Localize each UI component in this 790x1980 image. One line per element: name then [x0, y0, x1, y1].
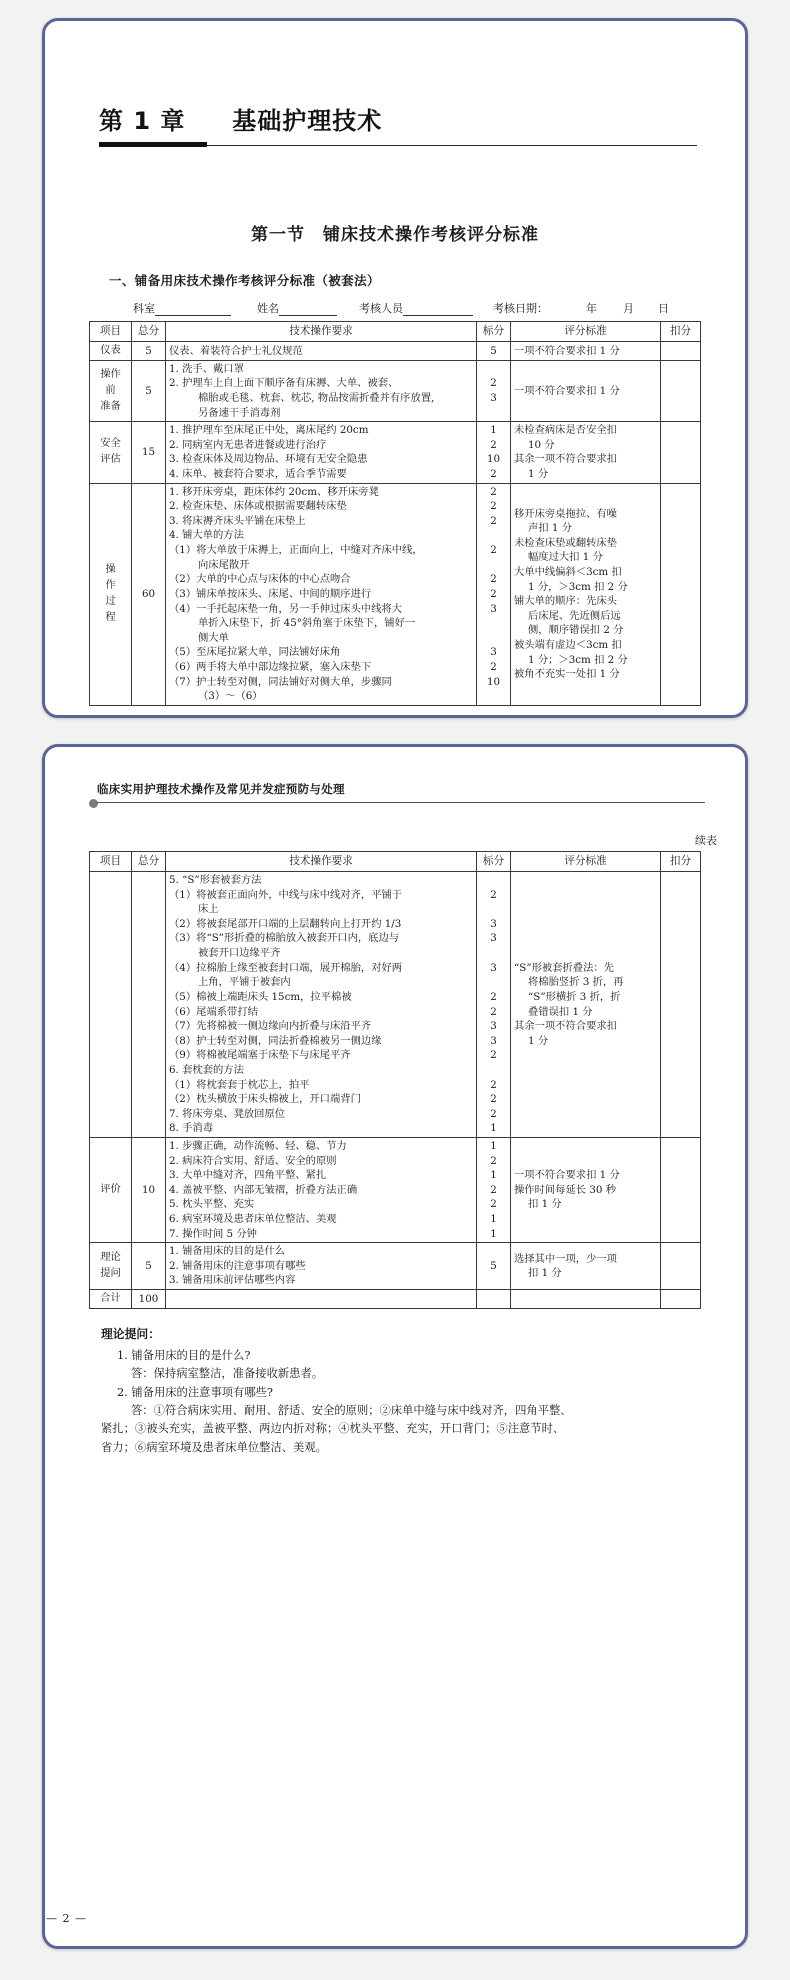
- department-label: 科室: [133, 301, 155, 315]
- date-day-label: 日: [658, 301, 669, 315]
- qa-answer-line: 省力；⑥病室环境及患者床单位整洁、美观。: [101, 1440, 327, 1454]
- table-header-row: [90, 852, 701, 872]
- text-line: 4. 铺大单的方法: [169, 529, 244, 542]
- cell-deduction[interactable]: [661, 483, 701, 705]
- score-table-body-2: [90, 872, 701, 1309]
- text-line: 2: [490, 377, 497, 390]
- text-line: 3: [490, 392, 497, 404]
- document-page-2: [42, 744, 748, 1949]
- text-line: [480, 946, 507, 961]
- cell-item: 安全 评估: [90, 422, 132, 483]
- th-crit: 评分标准: [511, 321, 661, 341]
- cell-total-label: 合计: [90, 1290, 132, 1309]
- text-line: 2: [490, 1107, 497, 1120]
- text-line: 1. 推护理车至床尾正中处，离床尾约 20cm: [169, 424, 369, 437]
- text-line: 后床尾、先近侧后远: [528, 609, 621, 622]
- text-line: [480, 528, 507, 543]
- text-line: [480, 902, 507, 917]
- text-line: 5: [490, 344, 497, 357]
- text-line: 幅度过大扣 1 分: [528, 551, 603, 564]
- cell-points: [477, 872, 511, 1138]
- text-line: 2: [490, 573, 497, 586]
- th-score: 标分: [477, 321, 511, 341]
- cell-points: [477, 483, 511, 705]
- cell-total-score: 15: [132, 422, 166, 483]
- text-line: （4）拉棉胎上缘至被套封口端，展开棉胎，对好两: [169, 961, 403, 974]
- text-line: 铺大单的顺序：先床头: [514, 595, 617, 608]
- text-line: 仪表、着装符合护士礼仪规范: [169, 344, 303, 357]
- text-line: （3）将“S”形折叠的棉胎放入被套开口内，底边与: [169, 932, 400, 945]
- text-line: 3: [490, 646, 497, 659]
- cell-deduction[interactable]: [661, 360, 701, 421]
- cell-criteria: [511, 341, 661, 360]
- text-line: 6. 套枕套的方法: [169, 1063, 244, 1076]
- date-label: 考核日期：: [493, 301, 548, 315]
- cell-points: [477, 1290, 511, 1309]
- text-line: （6）两手将大单中部边缘拉紧，塞入床垫下: [169, 660, 372, 673]
- text-line: 未检查病床是否安全扣: [514, 424, 617, 437]
- text-line: 8. 手消毒: [169, 1122, 213, 1135]
- text-line: 被头端有虚边＜3cm 扣: [514, 639, 622, 652]
- cell-criteria: [511, 1290, 661, 1309]
- page-folio-2: — 2 —: [46, 1912, 87, 1925]
- text-line: 床上: [198, 903, 219, 916]
- text-line: 未检查床垫或翻转床垫: [514, 536, 617, 549]
- text-line: 将棉胎竖折 3 折，再: [528, 976, 624, 989]
- continued-table-label: 续表: [695, 834, 717, 847]
- text-line: 其余一项不符合要求扣: [514, 1020, 617, 1033]
- cell-deduction[interactable]: [661, 1290, 701, 1309]
- table-row: [90, 1138, 701, 1243]
- text-line: （1）将被套正面向外，中线与床中线对齐，平铺于: [169, 888, 403, 901]
- text-line: [480, 1063, 507, 1078]
- text-line: [480, 873, 507, 888]
- text-line: （1）将枕套套于枕芯上，拍平: [169, 1078, 310, 1091]
- text-line: 7. 操作时间 5 分钟: [169, 1227, 257, 1240]
- text-line: （1）将大单放于床褥上，正面向上，中缝对齐床中线，: [169, 544, 423, 557]
- text-line: 3: [490, 1020, 497, 1033]
- text-line: 叠错误扣 1 分: [528, 1005, 593, 1018]
- text-line: 3: [490, 917, 497, 930]
- text-line: 向床尾散开: [198, 558, 250, 571]
- exam-form-line: [45, 300, 745, 316]
- text-line: [480, 975, 507, 990]
- text-line: “S”形横折 3 折，折: [528, 990, 621, 1003]
- text-line: 5: [490, 1259, 497, 1272]
- document-page-1: [42, 18, 748, 718]
- text-line: 其余一项不符合要求扣: [514, 453, 617, 466]
- text-line: 2: [490, 990, 497, 1003]
- cell-total-score: 10: [132, 1138, 166, 1243]
- text-line: [480, 558, 507, 573]
- text-line: 3: [490, 932, 497, 945]
- text-line: 10: [486, 675, 501, 688]
- cell-points: [477, 1138, 511, 1243]
- table-row: [90, 360, 701, 421]
- text-line: （5）棉被上端距床头 15cm，拉平棉被: [169, 990, 352, 1003]
- date-month-label: 月: [623, 301, 634, 315]
- text-line: 1 分: [528, 1034, 549, 1047]
- date-year-label: 年: [586, 301, 597, 315]
- cell-points: [477, 422, 511, 483]
- cell-total-score: 5: [132, 341, 166, 360]
- text-line: （4）一手托起床垫一角，另一手伸过床头中线将大: [169, 602, 403, 615]
- text-line: 2: [490, 485, 497, 498]
- text-line: 1: [490, 1227, 497, 1240]
- text-line: 侧大单: [198, 631, 229, 644]
- text-line: （7）护士转至对侧，同法铺好对侧大单，步骤同: [169, 675, 392, 688]
- qa-list: [101, 1347, 701, 1457]
- text-line: 2: [490, 1078, 497, 1091]
- table-row: [90, 872, 701, 1138]
- text-line: 1 分；＞3cm 扣 2 分: [528, 653, 628, 666]
- text-line: 2: [490, 1093, 497, 1106]
- bullet-dot-icon: [89, 799, 98, 808]
- chapter-name: 基础护理技术: [232, 107, 383, 135]
- table-row: [90, 422, 701, 483]
- text-line: （3）～（6）: [198, 690, 263, 703]
- text-line: 2. 同病室内无患者进餐或进行治疗: [169, 438, 327, 451]
- text-line: 3: [490, 961, 497, 974]
- cell-criteria: [511, 1138, 661, 1243]
- text-line: 2: [490, 544, 497, 557]
- qa-question: 1. 铺备用床的目的是什么?: [117, 1349, 251, 1363]
- th-deduct: 扣分: [661, 321, 701, 341]
- text-line: 2: [490, 888, 497, 901]
- cell-item: 评价: [90, 1138, 132, 1243]
- score-table-body-1: [90, 341, 701, 705]
- text-line: 1 分，＞3cm 扣 2 分: [528, 580, 628, 593]
- text-line: 1 分: [528, 468, 549, 481]
- date-field[interactable]: [493, 300, 548, 316]
- text-line: [480, 616, 507, 631]
- department-field[interactable]: [133, 300, 231, 316]
- subsection-title: 一、铺备用床技术操作考核评分标准（被套法）: [109, 272, 380, 288]
- cell-requirements: [166, 1138, 477, 1243]
- text-line: 1. 移开床旁桌，距床体约 20cm、移开床旁凳: [169, 485, 379, 498]
- text-line: 被角不充实一处扣 1 分: [514, 668, 620, 681]
- text-line: 2. 检查床垫、床体或根据需要翻转床垫: [169, 500, 347, 513]
- cell-total-score: [132, 872, 166, 1138]
- th-item: 项目: [90, 852, 132, 872]
- qa-answer-line: 答：保持病室整洁，准备接收新患者。: [131, 1367, 324, 1381]
- cell-deduction[interactable]: [661, 422, 701, 483]
- text-line: 2: [490, 1154, 497, 1167]
- text-line: 10 分: [528, 438, 555, 451]
- text-line: 1: [490, 1169, 497, 1182]
- text-line: 被套开口边缘平齐: [198, 947, 281, 960]
- text-line: 2: [490, 1049, 497, 1062]
- cell-deduction[interactable]: [661, 872, 701, 1138]
- name-field[interactable]: [257, 300, 337, 316]
- text-line: 侧，顺序错误扣 2 分: [528, 624, 624, 637]
- cell-requirements: [166, 360, 477, 421]
- text-line: 3. 大单中缝对齐，四角平整、紧扎: [169, 1169, 327, 1182]
- th-req: 技术操作要求: [166, 321, 477, 341]
- section-title: 第一节 铺床技术操作考核评分标准: [251, 224, 539, 245]
- cell-total-value: 100: [132, 1290, 166, 1309]
- cell-requirements: [166, 341, 477, 360]
- text-line: 2: [490, 500, 497, 513]
- qa-heading: 理论提问：: [101, 1327, 160, 1342]
- table-row: [90, 483, 701, 705]
- th-score: 标分: [477, 852, 511, 872]
- text-line: 1. 步骤正确，动作流畅、轻、稳、节力: [169, 1140, 347, 1152]
- text-line: “S”形被套折叠法：先: [514, 961, 614, 974]
- text-line: （6）尾端系带打结: [169, 1005, 258, 1018]
- text-line: 1: [490, 424, 497, 437]
- text-line: 扣 1 分: [528, 1198, 562, 1211]
- text-line: 2. 铺备用床的注意事项有哪些: [169, 1259, 306, 1272]
- text-line: 6. 病室环境及患者床单位整洁、美观: [169, 1213, 337, 1226]
- text-line: 1: [490, 1140, 497, 1152]
- qa-answer-line: 答：①符合病床实用、耐用、舒适、安全的原则；②床单中缝与床中线对齐，四角平整、: [131, 1404, 572, 1418]
- running-head: [45, 781, 745, 806]
- text-line: 2: [490, 660, 497, 673]
- text-line: 大单中线偏斜＜3cm 扣: [514, 566, 622, 578]
- th-deduct: 扣分: [661, 852, 701, 872]
- score-table-page2: [89, 851, 701, 1309]
- text-line: （5）至床尾拉紧大单，同法铺好床角: [169, 646, 341, 659]
- table-row: [90, 341, 701, 360]
- text-line: （2）枕头横放于床头棉被上，开口端背门: [169, 1093, 361, 1106]
- qa-answer-line: 紧扎；③被头充实，盖被平整、两边内折对称；④枕头平整、充实，开口背门；⑤注意节时、: [101, 1422, 565, 1436]
- name-label: 姓名: [257, 301, 279, 315]
- cell-points: [477, 360, 511, 421]
- text-line: [480, 631, 507, 646]
- chapter-title-line: [93, 107, 697, 136]
- text-line: （2）大单的中心点与床体的中心点吻合: [169, 573, 351, 586]
- text-line: 选择其中一项，少一项: [514, 1252, 617, 1265]
- examiner-field[interactable]: [359, 300, 473, 316]
- text-line: 移开床旁桌拖拉、有噪: [514, 507, 617, 520]
- cell-criteria: [511, 360, 661, 421]
- text-line: 2: [490, 438, 497, 451]
- cell-criteria: [511, 872, 661, 1138]
- text-line: 3. 铺备用床前评估哪些内容: [169, 1274, 296, 1287]
- text-line: 1. 洗手、戴口罩: [169, 362, 244, 375]
- text-line: 单折入床垫下，折 45°斜角塞于床垫下，铺好一: [198, 617, 416, 630]
- text-line: 3: [490, 1034, 497, 1047]
- cell-requirements: [166, 1243, 477, 1290]
- cell-criteria: [511, 483, 661, 705]
- text-line: 一项不符合要求扣 1 分: [514, 1169, 620, 1182]
- text-line: 2: [490, 1005, 497, 1018]
- text-line: 5. 枕头平整、充实: [169, 1198, 255, 1211]
- text-line: 1: [490, 1213, 497, 1226]
- cell-deduction[interactable]: [661, 1138, 701, 1243]
- qa-question: 2. 铺备用床的注意事项有哪些?: [117, 1385, 273, 1399]
- text-line: （3）铺床单按床头、床尾、中间的顺序进行: [169, 587, 372, 600]
- table-row: [90, 1243, 701, 1290]
- text-line: 4. 盖被平整、内部无皱褶，折叠方法正确: [169, 1183, 358, 1196]
- text-line: 1: [490, 1122, 497, 1135]
- cell-total-score: 60: [132, 483, 166, 705]
- cell-requirements: [166, 872, 477, 1138]
- text-line: 棉胎或毛毯、枕套、枕芯, 物品按需折叠并有序放置,: [198, 392, 435, 404]
- text-line: 操作时间每延长 30 秒: [514, 1183, 617, 1196]
- score-table-page1: [89, 321, 701, 706]
- text-line: 声扣 1 分: [528, 522, 572, 535]
- text-line: 一项不符合要求扣 1 分: [514, 344, 620, 357]
- text-line: 2. 病床符合实用、舒适、安全的原则: [169, 1154, 337, 1167]
- text-line: 2: [490, 587, 497, 600]
- text-line: 2: [490, 1183, 497, 1196]
- text-line: 上角，平铺于被套内: [198, 976, 291, 989]
- text-line: 一项不符合要求扣 1 分: [514, 384, 620, 397]
- text-line: 10: [486, 453, 501, 466]
- text-line: 4. 床单、被套符合要求，适合季节需要: [169, 468, 347, 481]
- chapter-rule: [93, 142, 697, 148]
- cell-requirements: [166, 422, 477, 483]
- text-line: 2: [490, 514, 497, 527]
- text-line: 2. 护理车上自上面下顺序备有床褥、大单、被套、: [169, 377, 399, 390]
- chapter-number: 第 1 章: [99, 107, 186, 135]
- text-line: 3. 将床褥齐床头平铺在床垫上: [169, 514, 306, 527]
- text-line: 2: [490, 468, 497, 481]
- cell-item: 操作 前 准备: [90, 360, 132, 421]
- th-crit: 评分标准: [511, 852, 661, 872]
- text-line: [480, 1273, 507, 1288]
- running-head-text: 临床实用护理技术操作及常见并发症预防与处理: [97, 782, 345, 796]
- table-header-row: [90, 321, 701, 341]
- text-line: [480, 1244, 507, 1259]
- cell-points: [477, 1243, 511, 1290]
- theory-qa-section: [45, 1325, 745, 1457]
- cell-item: 仪表: [90, 341, 132, 360]
- cell-total-score: 5: [132, 1243, 166, 1290]
- th-req: 技术操作要求: [166, 852, 477, 872]
- text-line: （8）护士转至对侧，同法折叠棉被另一侧边缘: [169, 1034, 382, 1047]
- text-line: 1. 铺备用床的目的是什么: [169, 1245, 286, 1258]
- cell-criteria: [511, 422, 661, 483]
- text-line: 3: [490, 602, 497, 615]
- cell-deduction[interactable]: [661, 341, 701, 360]
- chapter-heading: [45, 107, 745, 148]
- text-line: 2: [490, 1198, 497, 1211]
- th-total: 总分: [132, 321, 166, 341]
- th-total: 总分: [132, 852, 166, 872]
- cell-item: 操 作 过 程: [90, 483, 132, 705]
- text-line: （2）将被套尾部开口端的上层翻转向上打开约 1/3: [169, 917, 402, 930]
- th-item: 项目: [90, 321, 132, 341]
- cell-total-score: 5: [132, 360, 166, 421]
- text-line: 另备速干手消毒剂: [198, 406, 281, 419]
- cell-points: [477, 341, 511, 360]
- text-line: （7）先将棉被一侧边缘向内折叠与床沿平齐: [169, 1020, 372, 1033]
- text-line: [480, 689, 507, 704]
- text-line: 5. “S”形套被套方法: [169, 874, 262, 887]
- text-line: 7. 将床旁桌、凳放回原位: [169, 1107, 286, 1120]
- text-line: （9）将棉被尾端塞于床垫下与床尾平齐: [169, 1049, 351, 1062]
- text-line: 扣 1 分: [528, 1267, 562, 1280]
- cell-deduction[interactable]: [661, 1243, 701, 1290]
- text-line: 3. 检查床体及周边物品、环境有无安全隐患: [169, 453, 368, 466]
- running-head-rule: [89, 799, 705, 806]
- cell-requirements: [166, 483, 477, 705]
- cell-requirements: [166, 1290, 477, 1309]
- cell-item: [90, 872, 132, 1138]
- table-total-row: [90, 1290, 701, 1309]
- examiner-label: 考核人员: [359, 301, 403, 315]
- cell-criteria: [511, 1243, 661, 1290]
- cell-item: 理论 提问: [90, 1243, 132, 1290]
